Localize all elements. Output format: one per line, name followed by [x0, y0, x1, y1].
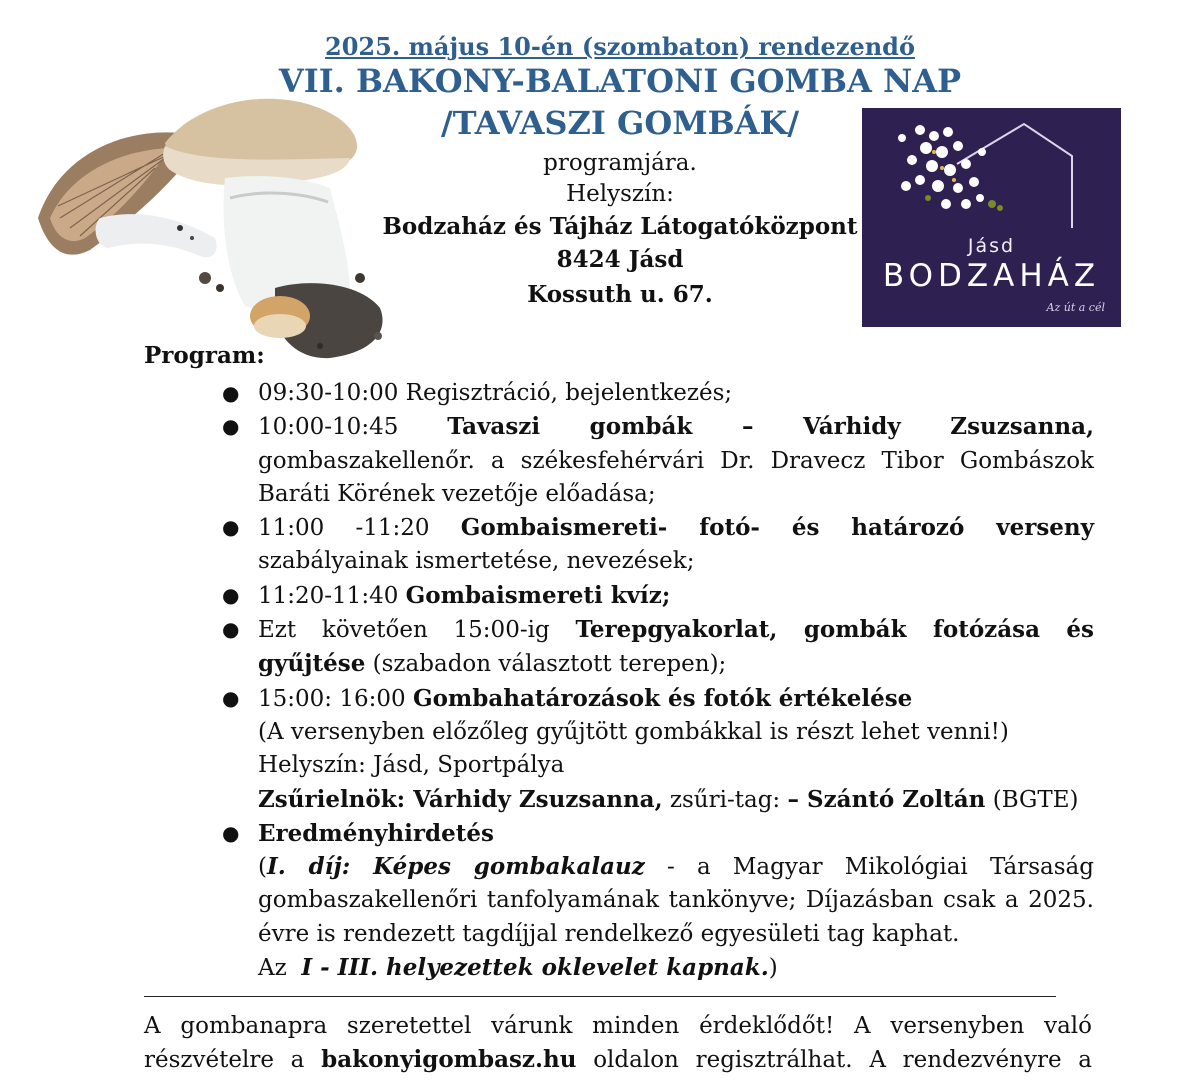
program-label: Program:	[144, 342, 265, 369]
paren: )	[768, 955, 778, 982]
jury-member: – Szántó Zoltán	[787, 785, 986, 813]
list-item	[220, 613, 1094, 682]
bodzahaz-logo	[862, 108, 1121, 327]
program-list	[220, 377, 1094, 985]
footer-text	[144, 1010, 1092, 1077]
event-subtitle: /TAVASZI GOMBÁK/	[441, 104, 799, 142]
logo-small-text: Jásd	[967, 235, 1016, 257]
prize-title: I. díj: Képes gombakalauz	[266, 853, 645, 881]
bullet-icon: ●	[222, 685, 240, 710]
item-text: (szabadon választott terepen);	[372, 651, 727, 678]
item-line	[258, 613, 1094, 647]
location-label: Helyszín:	[566, 181, 674, 207]
item-line	[258, 647, 1094, 681]
item-line	[258, 951, 1094, 985]
bullet-icon: ●	[222, 414, 240, 439]
item-line	[258, 682, 1094, 716]
list-item	[220, 410, 1094, 511]
item-text: (A versenyben előzőleg gyűjtött gombákkal is részt lehet venni!)	[258, 718, 1009, 745]
event-date: 2025. május 10-én (szombaton) rendezendő	[325, 32, 915, 61]
item-bold: Terepgyakorlat, gombák fotózása és	[575, 616, 1094, 644]
jury-chair: Zsűrielnök: Várhidy Zsuzsanna,	[258, 785, 663, 813]
jury-line	[258, 783, 1094, 817]
item-text: Az	[258, 955, 287, 982]
footer-text-part: oldalon regisztrálhat. A rendezvényre a	[593, 1047, 1093, 1073]
venue-name: Bodzaház és Tájház Látogatóközpont	[382, 213, 858, 240]
mushroom-illustration	[30, 78, 405, 368]
program-word: programjára.	[543, 150, 697, 176]
item-time: 09:30-10:00	[258, 380, 399, 406]
bullet-icon: ●	[222, 617, 240, 642]
item-bold: Gombaismereti kvíz;	[405, 581, 671, 609]
item-text: szabályainak ismertetése, nevezések;	[258, 548, 695, 575]
item-time: 15:00: 16:00	[258, 685, 406, 712]
item-line	[258, 410, 1094, 444]
item-text: Baráti Körének vezetője előadása;	[258, 480, 656, 507]
item-text: gombaszakellenőr. a székesfehérvári Dr. Dravecz Tibor Gombászok	[258, 447, 1094, 474]
venue-city: 8424 Jásd	[556, 246, 684, 273]
bullet-icon: ●	[222, 582, 240, 607]
event-title: VII. BAKONY-BALATONI GOMBA NAP	[278, 62, 962, 100]
item-text: gombaszakellenőri tanfolyamának tankönyve; Díjazásban csak a 2025.	[258, 887, 1094, 914]
footer-text-part: részvételre a	[144, 1047, 305, 1073]
logo-motto: Az út a cél	[1046, 301, 1105, 314]
item-time: 11:00 -11:20	[258, 515, 430, 542]
jury-org: (BGTE)	[992, 786, 1079, 813]
elderflower-house-icon	[862, 108, 1121, 228]
footer-line: A gombanapra szeretettel várunk minden érdeklődőt! A versenyben való	[144, 1013, 1092, 1039]
item-text: Regisztráció, bejelentkezés;	[405, 380, 733, 406]
item-bold: Gombahatározások és fotók értékelése	[412, 684, 913, 712]
item-text: - a Magyar Mikológiai Társaság	[667, 854, 1094, 881]
item-time: 10:00-10:45	[258, 414, 399, 441]
item-line	[258, 511, 1094, 545]
list-item	[220, 377, 1094, 410]
venue-street: Kossuth u. 67.	[527, 281, 713, 308]
item-time: 11:20-11:40	[258, 582, 399, 609]
divider	[144, 996, 1056, 997]
item-text: Helyszín: Jásd, Sportpálya	[258, 752, 565, 779]
certificate-note: I - III. helyezettek oklevelet kapnak.	[301, 954, 769, 982]
list-item	[220, 511, 1094, 579]
item-text: évre is rendezett tagdíjjal rendelkező egyesületi tag kaphat.	[258, 920, 960, 947]
bullet-icon: ●	[222, 381, 240, 405]
website-link[interactable]: bakonyigombasz.hu	[321, 1046, 577, 1073]
footer-line	[144, 1043, 1092, 1077]
list-item	[220, 579, 1094, 613]
paren: (	[258, 854, 267, 881]
jury-member-label: zsűri-tag:	[669, 786, 781, 813]
prize-line	[258, 850, 1094, 884]
logo-big-text: BODZAHÁZ	[882, 258, 1101, 294]
item-text: Ezt követően 15:00-ig	[258, 617, 550, 644]
item-bold: Tavaszi gombák – Várhidy Zsuzsanna,	[447, 413, 1095, 441]
list-item	[220, 817, 1094, 985]
item-bold: Eredményhirdetés	[258, 819, 494, 847]
list-item	[220, 682, 1094, 817]
item-bold: Gombaismereti- fotó- és határozó verseny	[460, 514, 1094, 542]
bullet-icon: ●	[222, 820, 240, 845]
item-bold: gyűjtése	[258, 650, 366, 678]
bullet-icon: ●	[222, 515, 240, 540]
